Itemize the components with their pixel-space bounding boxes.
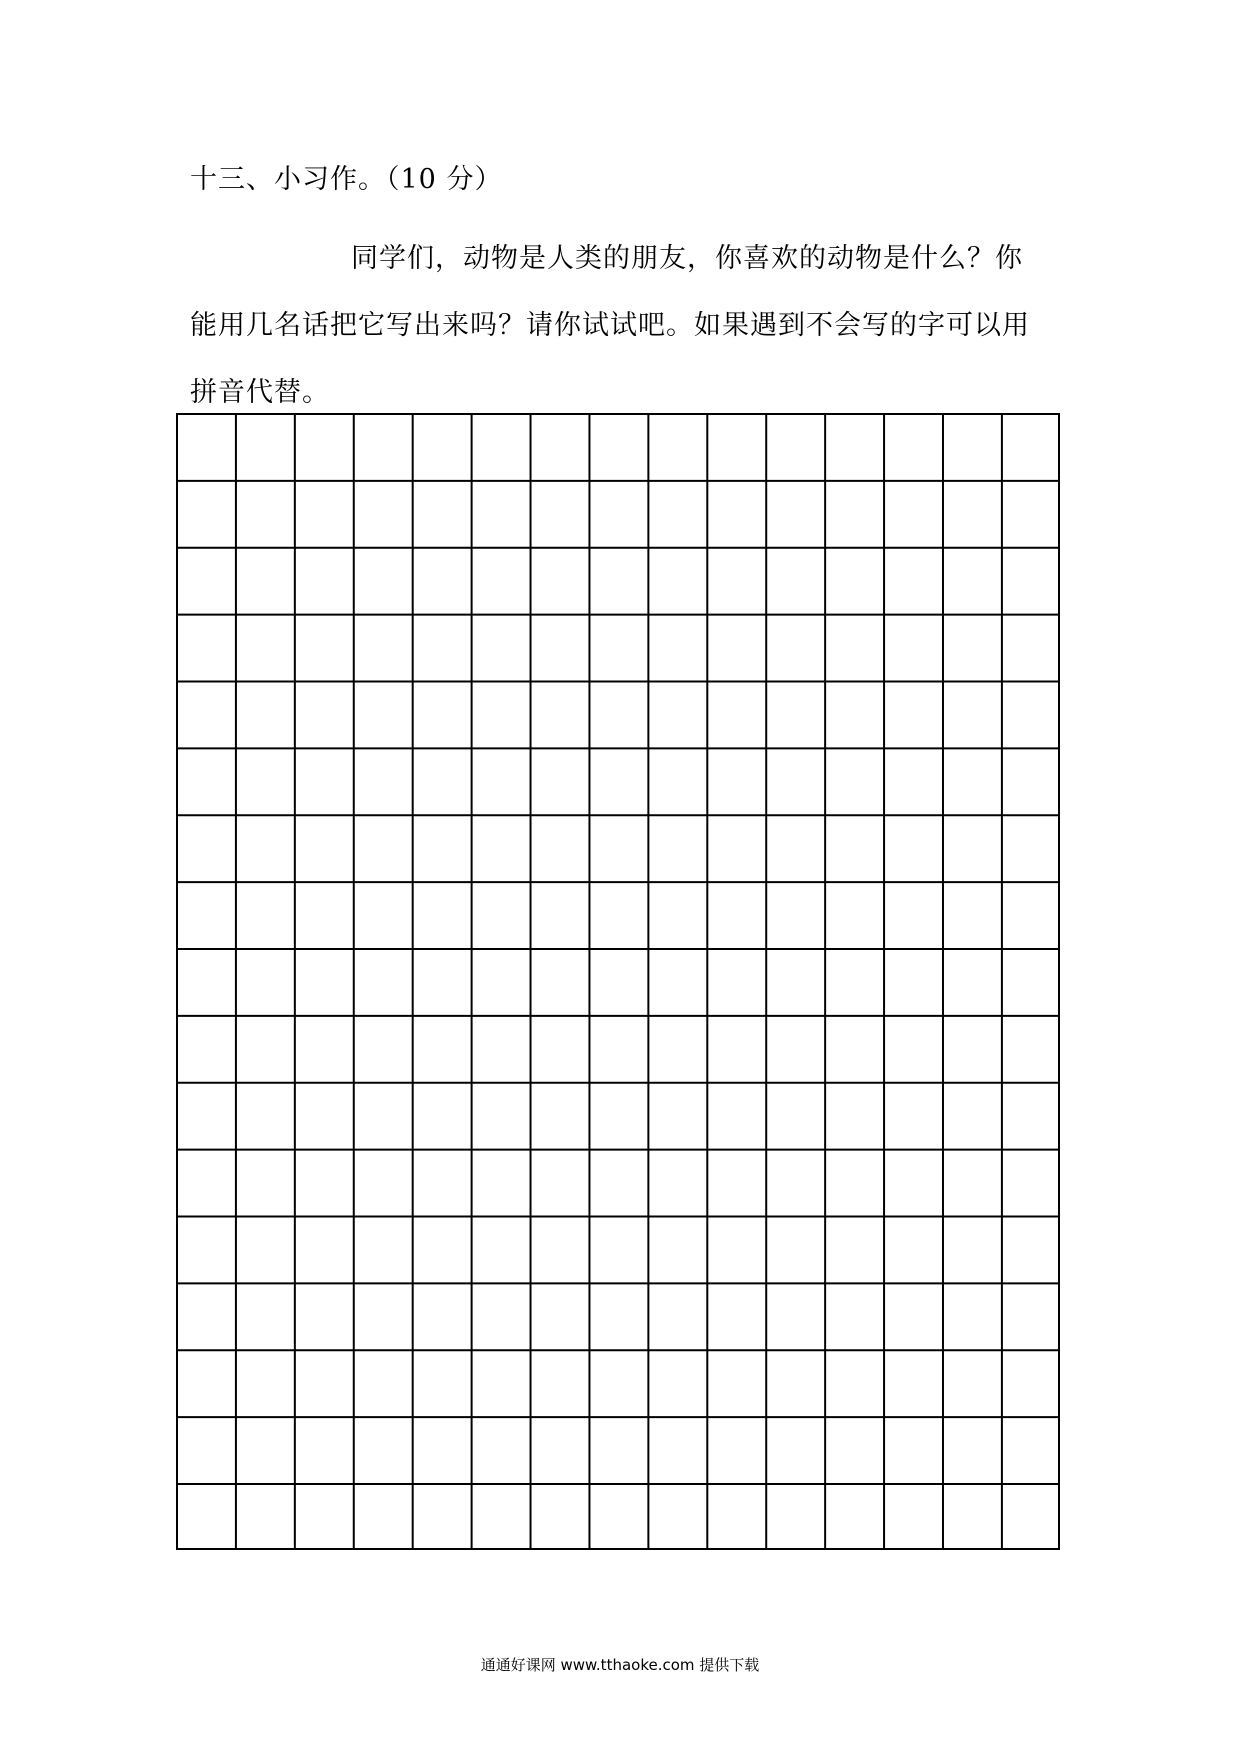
question-prompt — [190, 225, 1052, 426]
prompt-line-1: 同学们，动物是人类的朋友，你喜欢的动物是什么？你 — [351, 243, 1023, 274]
footer-source: 通通好课网 www.tthaoke.com 提供下载 — [480, 1656, 760, 1674]
writing-grid — [176, 413, 1060, 1550]
prompt-line-3: 拼音代替。 — [190, 377, 330, 408]
question-heading: 十三、小习作。（10 分） — [190, 164, 503, 195]
prompt-line-2: 能用几名话把它写出来吗？请你试试吧。如果遇到不会写的字可以用 — [190, 310, 1030, 341]
